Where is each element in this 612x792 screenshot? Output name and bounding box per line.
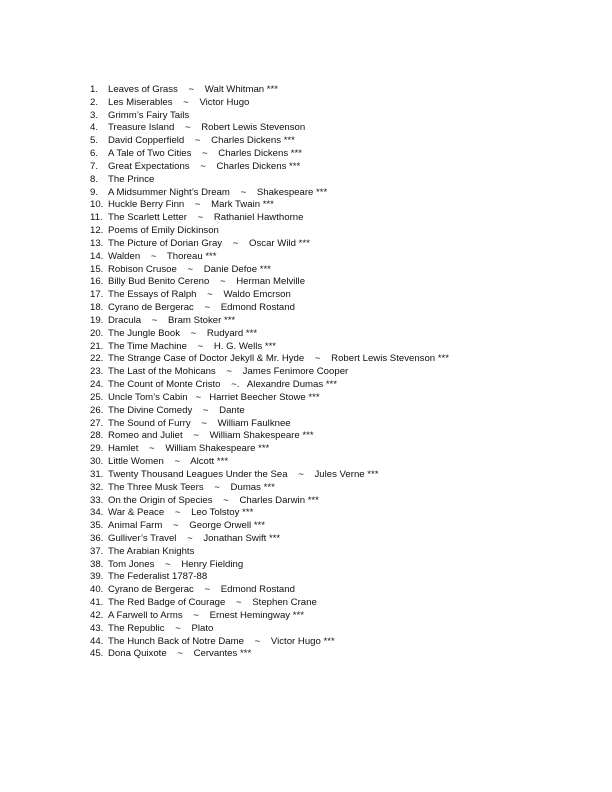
item-text: The Last of the Mohicans ~ James Fenimore Cooper: [108, 366, 349, 378]
item-text: Huckle Berry Finn ~ Mark Twain ***: [108, 199, 274, 211]
item-number: 25.: [90, 391, 104, 403]
item-text: Walden ~ Thoreau ***: [108, 250, 217, 262]
list-item: [90, 456, 449, 469]
item-text: Great Expectations ~ Charles Dickens ***: [108, 160, 301, 172]
item-number: 9.: [90, 186, 99, 198]
item-number: 14.: [90, 250, 104, 262]
item-number: 3.: [90, 109, 99, 121]
item-number: 45.: [90, 648, 104, 660]
list-item: [90, 110, 449, 123]
item-text: Billy Bud Benito Cereno ~ Herman Melville: [108, 276, 306, 288]
item-number: 19.: [90, 314, 104, 326]
item-text: The Red Badge of Courage ~ Stephen Crane: [108, 597, 317, 609]
list-item: [90, 341, 449, 354]
list-item: [90, 507, 449, 520]
item-number: 11.: [90, 212, 103, 224]
list-item: [90, 328, 449, 341]
item-text: The Essays of Ralph ~ Waldo Emcrson: [108, 289, 291, 301]
item-text: Leaves of Grass ~ Walt Whitman ***: [108, 84, 278, 95]
list-item: [90, 546, 449, 559]
item-text: The Jungle Book ~ Rudyard ***: [108, 327, 258, 339]
item-number: 22.: [90, 353, 104, 365]
item-number: 38.: [90, 558, 104, 570]
list-item: [90, 366, 449, 379]
item-number: 8.: [90, 173, 99, 185]
item-text: Cyrano de Bergerac ~ Edmond Rostand: [108, 584, 295, 596]
list-item: [90, 418, 449, 431]
item-text: Animal Farm ~ George Orwell ***: [108, 520, 266, 532]
list-item: [90, 379, 449, 392]
item-number: 1.: [90, 84, 99, 95]
item-text: Robison Crusoe ~ Danie Defoe ***: [108, 263, 271, 275]
item-text: The Federalist 1787-88: [108, 571, 208, 583]
list-item: [90, 392, 449, 405]
item-number: 12.: [90, 225, 104, 237]
list-item: [90, 251, 449, 264]
item-number: 15.: [90, 263, 104, 275]
item-number: 7.: [90, 160, 99, 172]
item-number: 23.: [90, 366, 104, 378]
list-item: [90, 238, 449, 251]
list-item: [90, 623, 449, 636]
item-text: Twenty Thousand Leagues Under the Sea ~ Jules Verne ***: [108, 468, 379, 480]
list-item: [90, 610, 449, 623]
item-number: 35.: [90, 520, 104, 532]
list-item: [90, 225, 449, 238]
list-item: [90, 495, 449, 508]
item-text: Les Miserables ~ Victor Hugo: [108, 96, 250, 108]
list-item: [90, 482, 449, 495]
item-number: 31.: [90, 468, 104, 480]
item-text: Treasure Island ~ Robert Lewis Stevenson: [108, 122, 306, 134]
item-number: 36.: [90, 532, 104, 544]
item-number: 39.: [90, 571, 104, 583]
list-item: [90, 430, 449, 443]
item-number: 27.: [90, 417, 104, 429]
item-text: Dracula ~ Bram Stoker ***: [108, 314, 236, 326]
list-item: [90, 97, 449, 110]
list-item: [90, 302, 449, 315]
list-item: [90, 199, 449, 212]
item-number: 5.: [90, 135, 99, 147]
item-text: A Tale of Two Cities ~ Charles Dickens ***: [108, 148, 303, 160]
item-text: Uncle Tom’s Cabin ~ Harriet Beecher Stowe ***: [108, 391, 320, 403]
item-text: The Hunch Back of Notre Dame ~ Victor Hugo ***: [108, 635, 335, 647]
item-number: 44.: [90, 635, 104, 647]
item-text: The Time Machine ~ H. G. Wells ***: [108, 340, 277, 352]
item-text: A Farwell to Arms ~ Ernest Hemingway ***: [108, 609, 304, 621]
item-text: David Copperfield ~ Charles Dickens ***: [108, 135, 295, 147]
list-item: [90, 84, 449, 97]
list-item: [90, 148, 449, 161]
item-number: 4.: [90, 122, 99, 134]
list-item: [90, 597, 449, 610]
list-item: [90, 174, 449, 187]
list-item: [90, 584, 449, 597]
list-item: [90, 353, 449, 366]
item-number: 32.: [90, 481, 104, 493]
item-text: On the Origin of Species ~ Charles Darwin ***: [108, 494, 319, 506]
item-number: 43.: [90, 622, 104, 634]
item-text: The Three Musk Teers ~ Dumas ***: [108, 481, 275, 493]
list-item: [90, 135, 449, 148]
list-item: [90, 571, 449, 584]
item-text: Grimm’s Fairy Tails: [108, 109, 190, 121]
item-text: Hamlet ~ William Shakespeare ***: [108, 443, 270, 455]
item-number: 41.: [90, 597, 104, 609]
list-item: [90, 533, 449, 546]
list-item: [90, 648, 449, 661]
item-number: 18.: [90, 302, 104, 314]
item-text: The Picture of Dorian Gray ~ Oscar Wild ***: [108, 237, 310, 249]
item-number: 26.: [90, 404, 104, 416]
item-text: The Republic ~ Plato: [108, 622, 214, 634]
list-item: [90, 187, 449, 200]
list-item: [90, 161, 449, 174]
item-text: The Divine Comedy ~ Dante: [108, 404, 245, 416]
item-text: The Scarlett Letter ~ Rathaniel Hawthorne: [108, 212, 304, 224]
item-number: 16.: [90, 276, 104, 288]
list-item: [90, 122, 449, 135]
list-item: [90, 443, 449, 456]
item-number: 21.: [90, 340, 104, 352]
item-text: A Midsummer Night’s Dream ~ Shakespeare ***: [108, 186, 328, 198]
list-item: [90, 212, 449, 225]
item-number: 37.: [90, 545, 104, 557]
list-item: [90, 469, 449, 482]
list-item: [90, 289, 449, 302]
item-text: The Prince: [108, 173, 155, 185]
item-text: Cyrano de Bergerac ~ Edmond Rostand: [108, 302, 295, 314]
item-text: Romeo and Juliet ~ William Shakespeare ***: [108, 430, 314, 442]
item-number: 30.: [90, 456, 104, 468]
list-item: [90, 636, 449, 649]
item-text: Tom Jones ~ Henry Fielding: [108, 558, 244, 570]
item-number: 2.: [90, 96, 99, 108]
item-number: 42.: [90, 609, 104, 621]
list-item: [90, 405, 449, 418]
item-number: 10.: [90, 199, 104, 211]
item-text: The Arabian Knights: [108, 545, 195, 557]
item-text: The Strange Case of Doctor Jekyll & Mr. Hyde ~ Robert Lewis Stevenson ***: [108, 353, 449, 365]
list-item: [90, 276, 449, 289]
item-text: War & Peace ~ Leo Tolstoy ***: [108, 507, 254, 519]
item-text: The Sound of Furry ~ William Faulknee: [108, 417, 291, 429]
item-number: 34.: [90, 507, 104, 519]
item-number: 29.: [90, 443, 104, 455]
book-list: [90, 84, 449, 661]
item-text: The Count of Monte Cristo ~. Alexandre Dumas ***: [108, 379, 338, 391]
item-number: 20.: [90, 327, 104, 339]
item-number: 24.: [90, 379, 104, 391]
item-number: 28.: [90, 430, 104, 442]
item-text: Gulliver’s Travel ~ Jonathan Swift ***: [108, 532, 281, 544]
item-text: Little Women ~ Alcott ***: [108, 456, 229, 468]
item-text: Poems of Emily Dickinson: [108, 225, 219, 237]
item-number: 13.: [90, 237, 104, 249]
list-item: [90, 559, 449, 572]
item-number: 33.: [90, 494, 104, 506]
item-number: 6.: [90, 148, 99, 160]
item-number: 17.: [90, 289, 104, 301]
item-number: 40.: [90, 584, 104, 596]
item-text: Dona Quixote ~ Cervantes ***: [108, 648, 252, 660]
list-item: [90, 315, 449, 328]
list-item: [90, 264, 449, 277]
list-item: [90, 520, 449, 533]
